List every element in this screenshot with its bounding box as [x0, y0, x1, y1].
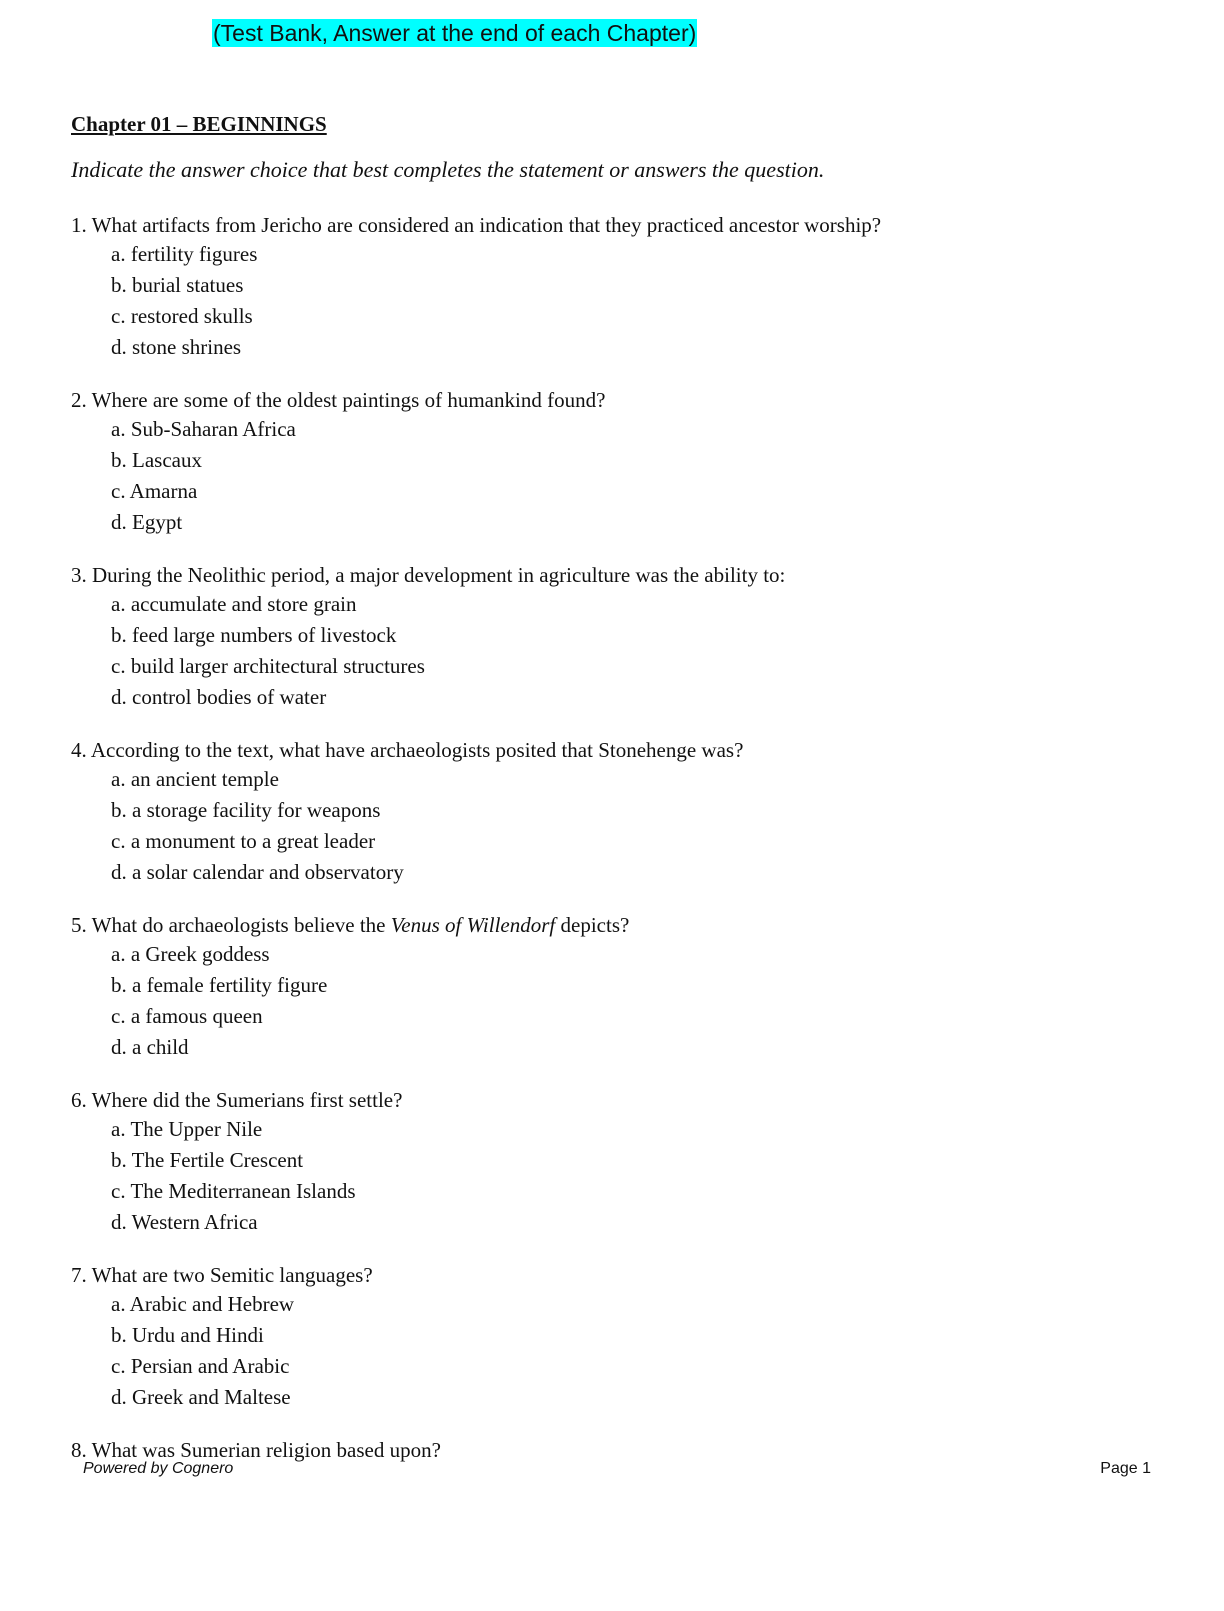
answer-option: a. The Upper Nile — [111, 1117, 263, 1141]
answer-option: c. a famous queen — [111, 1004, 263, 1028]
question-stem: 6. Where did the Sumerians first settle? — [71, 1088, 403, 1112]
answer-option: b. a female fertility figure — [111, 973, 328, 997]
answer-option: c. The Mediterranean Islands — [111, 1179, 356, 1203]
answer-option: d. a child — [111, 1035, 189, 1059]
answer-options — [71, 589, 1151, 713]
question-stem: 1. What artifacts from Jericho are considered an indication that they practiced ancestor worship? — [71, 213, 882, 237]
answer-options — [71, 239, 1151, 363]
answer-option: b. a storage facility for weapons — [111, 798, 381, 822]
question-stem-start: 5. What do archaeologists believe the — [71, 913, 391, 937]
question-stem: 4. According to the text, what have archaeologists posited that Stonehenge was? — [71, 738, 744, 762]
question-1 — [71, 211, 1151, 386]
question-6 — [71, 1086, 1151, 1261]
chapter-title: Chapter 01 – BEGINNINGS — [71, 112, 327, 136]
question-3 — [71, 561, 1151, 736]
answer-option: d. a solar calendar and observatory — [111, 860, 404, 884]
question-stem: 3. During the Neolithic period, a major development in agriculture was the ability to: — [71, 563, 786, 587]
answer-option: c. Persian and Arabic — [111, 1354, 290, 1378]
answer-option: a. fertility figures — [111, 242, 258, 266]
banner-highlight: (Test Bank, Answer at the end of each Chapter) — [213, 20, 697, 46]
answer-option: b. The Fertile Crescent — [111, 1148, 304, 1172]
answer-option: a. an ancient temple — [111, 767, 279, 791]
question-list — [71, 211, 1151, 1611]
answer-options — [71, 1289, 1151, 1413]
answer-option: c. restored skulls — [111, 304, 253, 328]
answer-option: b. Lascaux — [111, 448, 202, 472]
answer-option: d. stone shrines — [111, 335, 242, 359]
answer-option: a. Arabic and Hebrew — [111, 1292, 295, 1316]
question-stem: 8. What was Sumerian religion based upon? — [71, 1438, 441, 1462]
answer-option: d. Greek and Maltese — [111, 1385, 291, 1409]
answer-option: b. Urdu and Hindi — [111, 1323, 264, 1347]
question-2 — [71, 386, 1151, 561]
answer-option: b. feed large numbers of livestock — [111, 623, 397, 647]
question-5 — [71, 911, 1151, 1086]
answer-option: a. accumulate and store grain — [111, 592, 357, 616]
answer-options — [71, 414, 1151, 538]
page-number: Page 1 — [1100, 1460, 1151, 1477]
answer-option: d. control bodies of water — [111, 685, 327, 709]
answer-option: a. a Greek goddess — [111, 942, 270, 966]
answer-option: c. Amarna — [111, 479, 198, 503]
instructions: Indicate the answer choice that best completes the statement or answers the question. — [71, 157, 825, 182]
answer-option: c. build larger architectural structures — [111, 654, 425, 678]
question-stem: 2. Where are some of the oldest paintings of humankind found? — [71, 388, 606, 412]
question-stem-end: depicts? — [555, 913, 630, 937]
question-stem — [71, 911, 1151, 939]
answer-options — [71, 939, 1151, 1063]
answer-option: a. Sub-Saharan Africa — [111, 417, 296, 441]
answer-options — [71, 1114, 1151, 1238]
answer-option: c. a monument to a great leader — [111, 829, 376, 853]
question-7 — [71, 1261, 1151, 1436]
powered-by-footer: Powered by Cognero — [83, 1460, 234, 1477]
answer-option: b. burial statues — [111, 273, 244, 297]
answer-option: d. Egypt — [111, 510, 183, 534]
question-4 — [71, 736, 1151, 911]
answer-options — [71, 764, 1151, 888]
artwork-title: Venus of Willendorf — [390, 913, 556, 937]
answer-option: d. Western Africa — [111, 1210, 258, 1234]
question-stem: 7. What are two Semitic languages? — [71, 1263, 373, 1287]
